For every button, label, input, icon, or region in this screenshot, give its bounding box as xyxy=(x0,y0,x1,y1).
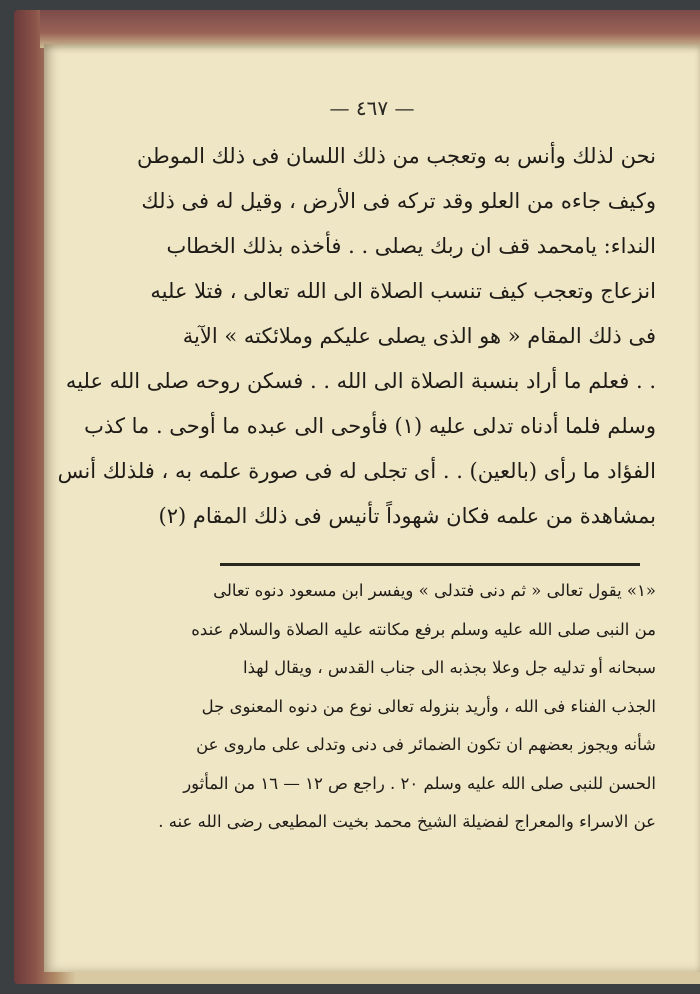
text-line: بمشاهدة من علمه فكان شهوداً تأنيس فى ذلك المقام (٢) xyxy=(158,504,656,528)
footnote-line: «١» يقول تعالى « ثم دنى فتدلى » ويفسر ابن مسعود دنوه تعالى xyxy=(213,581,656,600)
text-line: وسلم فلما أدناه تدلى عليه (١) فأوحى الى عبده ما أوحى . ما كذب xyxy=(84,414,656,438)
text-line: النداء: يامحمد قف ان ربك يصلى . . فأخذه بذلك الخطاب xyxy=(166,234,656,258)
footnote-line: سبحانه أو تدليه جل وعلا بجذبه الى جناب القدس ، ويقال لهذا xyxy=(243,658,656,677)
text-line: نحن لذلك وأنس به وتعجب من ذلك اللسان فى ذلك الموطن xyxy=(137,144,656,168)
page-number: — ٤٦٧ — xyxy=(329,96,415,120)
text-line: . . فعلم ما أراد بنسبة الصلاة الى الله . . فسكن روحه صلى الله عليه xyxy=(65,369,656,393)
footnote-line: من النبى صلى الله عليه وسلم برفع مكانته عليه الصلاة والسلام عنده xyxy=(191,619,656,639)
footnote-separator xyxy=(220,563,640,566)
text-line: انزعاج وتعجب كيف تنسب الصلاة الى الله تعالى ، فتلا عليه xyxy=(150,279,656,303)
footnote-line: الحسن للنبى صلى الله عليه وسلم ٢٠ . راجع ص ١٢ — ١٦ من المأثور xyxy=(183,773,656,793)
footnotes xyxy=(128,572,656,842)
text-line: فى ذلك المقام « هو الذى يصلى عليكم وملائكته » الآية xyxy=(182,324,656,348)
footnote-line: شأنه ويجوز بعضهم ان تكون الضمائر فى دنى وتدلى على ماروى عن xyxy=(196,735,656,754)
page-top-edge xyxy=(40,10,700,48)
main-text xyxy=(57,134,656,539)
footnote-line: عن الاسراء والمعراج لفضيلة الشيخ محمد بخيت المطيعى رضى الله عنه . xyxy=(158,812,656,831)
text-line: وكيف جاءه من العلو وقد تركه فى الأرض ، وقيل له فى ذلك xyxy=(141,189,656,213)
text-line: الفؤاد ما رأى (بالعين) . . أى تجلى له فى صورة علمه به ، فلذلك أنس xyxy=(57,459,656,483)
footnote-line: الجذب الفناء فى الله ، وأريد بنزوله تعالى نوع من دنوه المعنوى جل xyxy=(201,696,656,716)
book-page xyxy=(44,44,700,972)
